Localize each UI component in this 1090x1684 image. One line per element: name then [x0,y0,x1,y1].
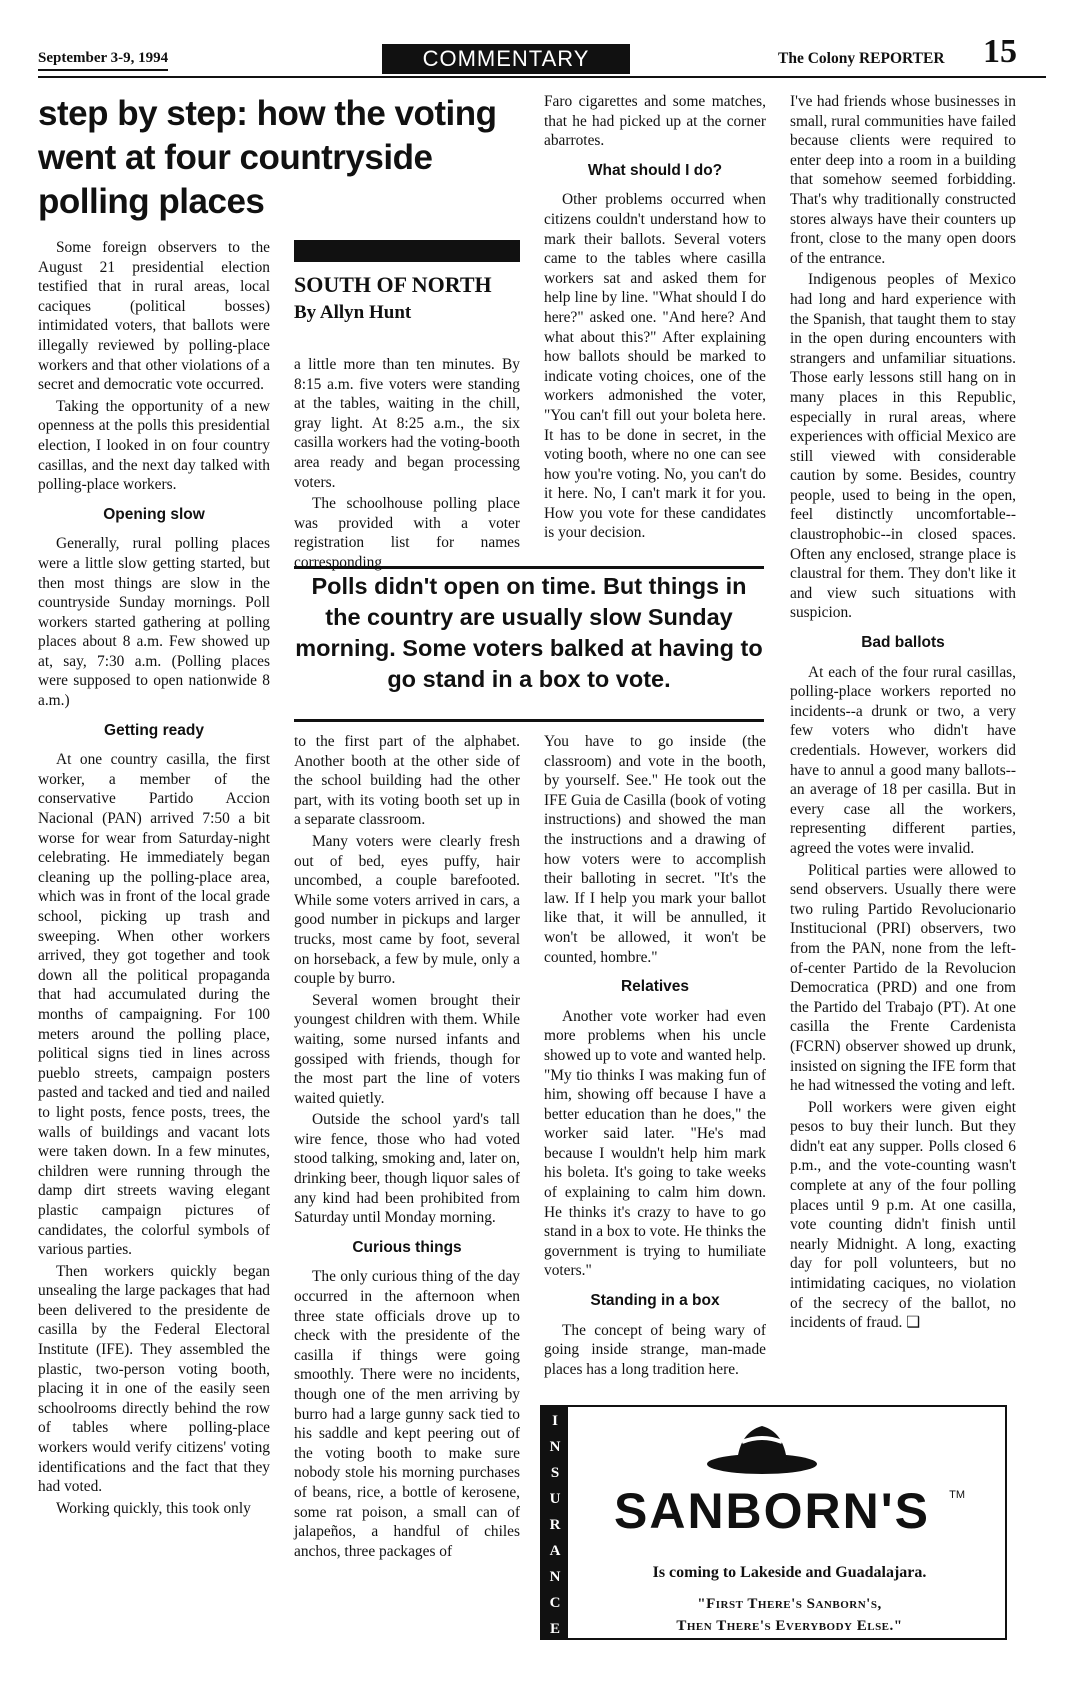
column-4 [790,92,1016,1335]
page-number: 15 [983,33,1017,70]
column-3-top [544,92,766,545]
paragraph: Some foreign observers to the August 21 presidential election testified that in rural areas, local caciques (political bosses) intimidated voters, that ballots were illegally reviewed by polling-place workers and that other violations of a secret and democratic vote occurred. [38,239,270,394]
paragraph: Generally, rural polling places were a little slow getting started, but then most things are slow in the countryside Sunday mornings. Poll workers started gathering at polling places about 8 a.m. Few showed up at, say, 7:30 a.m. (Polling places were supposed to open nationwide 8 a.m.) [38,535,270,710]
paragraph: to the first part of the alphabet. Another booth at the other side of the school building had the other part, with its voting booth set up in a separate classroom. [294,733,520,829]
column-2-bottom [294,732,520,1563]
trademark: TM [949,1489,965,1501]
sanborns-logo: SANBORN'S [613,1483,931,1539]
paragraph: a little more than ten minutes. By 8:15 a.m. five voters were standing at the tables, waiting in the chill, gray light. At 8:25 a.m., the six casilla workers had the voting-booth area ready and began processing voters. [294,356,520,491]
paragraph: The schoolhouse polling place was provided with a voter registration list for names corresponding [294,495,520,571]
headline: step by step: how the voting went at four countryside polling places [38,94,497,221]
insurance-strip [542,1407,568,1638]
byline-box [294,240,520,328]
column-3-bottom [544,732,766,1381]
paragraph: At each of the four rural casillas, polling-place workers reported no incidents--a drunk or two, a very few voters who didn't have credentials. However, workers did have to annul a good many ballots--an average of 18 per casilla. But in every case all the workers, representing different parties, agreed the votes were invalid. [790,663,1016,857]
strip-letter: I [552,1413,558,1429]
strip-letter: R [549,1517,561,1533]
column-name: SOUTH OF NORTH [294,272,492,297]
subhead-relatives: Relatives [620,978,690,996]
paragraph: The concept of being wary of going inside strange, man-made places has a long tradition here. [544,1321,766,1378]
paragraph: The only curious thing of the day occurred in the afternoon when three state officials drove up to check with the presidente of the casilla if things were going smoothly. There were no incidents, though one of the men arriving by burro had a large gunny sack tied to his saddle and kept peering out of the voting booth to make sure nobody stole his morning purchases of beans, rice, a bottle of kerosene, some rat poison, a small can of jalapeños, a handful of chiles anchos, three packages of [294,1268,520,1560]
subhead-opening-slow: Opening slow [103,505,205,523]
subhead-getting-ready: Getting ready [104,721,204,739]
strip-letter: E [549,1621,560,1637]
issue-date: September 3-9, 1994 [38,50,168,71]
byline-bar [294,240,520,262]
ad-announcement: Is coming to Lakeside and Guadalajara. [652,1564,927,1581]
strip-letter: N [549,1439,561,1455]
end-mark-icon: ❑ [906,1314,921,1332]
subhead-standing-in-a-box: Standing in a box [590,1292,720,1310]
section-banner: COMMENTARY [382,44,630,74]
paragraph: Many voters were clearly fresh out of bed, eyes puffy, hair uncombed, a couple barefooted. While some voters arrived in cars, a good number in pickups and larger trucks, most came by foot, several on horseback, a few by mule, only a couple by burro. [294,832,520,988]
paragraph: You have to go inside (the classroom) and vote in the booth, by yourself. See." He took out the IFE Guia de Casilla (book of voting instructions) and showed the man the instructions and a drawing of how voters were to accomplish their balloting in secret. "It's the law. If I help you mark your ballot like that, it will be annulled, it won't be allowed, it won't be counted, hombre." [544,733,766,966]
paragraph: Working quickly, this took only [56,1499,251,1517]
paragraph: Other problems occurred when citizens couldn't understand how to mark their ballots. Several voters came to the tables where casilla workers sat and asked them for help line by line. "What should I do here?" asked one. "And here? And what about this?" After explaining how ballots should be marked to indicate voting choices, one of the workers admonished the voter, "You can't fill out your boleta here. It has to be done in secret, in the voting booth, where no one can see how you're voting. No, you can't do it here. No, I can't mark it for you. How you vote for these candidates is your decision. [544,191,766,542]
paragraph: Another vote worker had even more problems when his uncle showed up to vote and wanted help. "My tio thinks I was making fun of him, showing off because I have a better education than he does," the worker said later. "He's mad because I wouldn't help him mark his boleta. It's going to take weeks of explaining to calm him down. He thinks it's crazy to have to go stand in a box to vote. He thinks the government is trying to humiliate voters." [544,1007,766,1280]
sombrero-icon [702,1412,822,1487]
column-1 [38,238,270,1520]
newspaper-name: The Colony REPORTER [778,50,945,67]
paragraph: Faro cigarettes and some matches, that he had picked up at the corner abarrotes. [544,93,766,150]
header-rule [38,76,1046,78]
slogan-line: "First There's Sanborn's, [697,1596,882,1612]
ad-slogan [572,1593,1007,1637]
paragraph: I've had friends whose businesses in small, rural communities have failed because clients were required to enter deep into a room in a building that somehow seemed forbidding. That's why traditionally constructed stores always have their counters up front, close to the many open doors of the entrance. [790,93,1016,267]
paragraph: Then workers quickly began unsealing the large packages that had been delivered to the presidente de casilla by the Federal Electoral Institute (IFE). They assembled the plastic, two-person voting booth, placing it in one of the easily seen schoolrooms directly behind the row of tables where polling-place workers would verify citizens' voting identifications and the fact that they had voted. [38,1262,270,1496]
column-2-top [294,355,520,575]
paragraph: At one country casilla, the first worker, a member of the conservative Partido Accion Nacional (PAN) arrived 7:50 a bit worse for wear from Saturday-night celebrating. He immediately began cleaning up the polling-place area, which was in front of the local grade school, picking up trash and sweeping. When other workers arrived, they got together and took down all the political propaganda that had accumulated during the months of campaigning. For 100 meters around the polling place, political signs tied in lines across pueblo streets, campaign posters pasted and tacked and tied and nailed to light posts, fence posts, trees, the walls of buildings and vacant lots were taken down. In a few minutes, children were running through the damp dirt streets waving elegant plastic campaign pictures of candidates, the colorful symbols of various parties. [38,751,270,1259]
paragraph: Indigenous peoples of Mexico had long and hard experience with the Spanish, that taught them to stay in the open during encounters with strangers and unfamiliar situations. Those early lessons still hang on in many places in this Republic, especially in rural areas, where experiences with official Mexico are still viewed with considerable caution by some. Besides, country people, used to being in the open, feel distinctly uncomfortable--claustrophobic--in closed spaces. Often any enclosed, strange place is claustral for them. They don't like it and view such situations with suspicion. [790,271,1016,622]
strip-letter: U [549,1491,561,1507]
subhead-what-should-i-do: What should I do? [587,161,723,179]
paragraph-text: Poll workers were given eight pesos to buy their lunch. But they didn't eat any supper. Polls closed 6 p.m., and the vote-counting wasn't complete at any of the four polling places until 9 p.m. At one casilla, vote counting didn't finish until nearly Midnight. A long, exacting day for poll volunteers, but no intimidating caciques, no violation of the secrecy of the ballot, no incidents of fraud. [790,1098,1016,1332]
paragraph [790,1098,1016,1333]
subhead-curious-things: Curious things [352,1238,462,1256]
strip-letter: N [549,1569,561,1585]
paragraph: Taking the opportunity of a new openness at the polls this presidential election, I looked in on four country casillas, and the next day talked with polling-place workers. [38,397,270,494]
slogan-line: Then There's Everybody Else." [676,1618,903,1634]
strip-letter: S [550,1465,560,1481]
author-name: By Allyn Hunt [294,302,412,323]
paragraph: Outside the school yard's tall wire fence, those who had voted stood talking, smoking and, later on, drinking beer, though liquor sales of any kind had been prohibited from Saturday until Monday morning. [294,1111,520,1227]
pull-quote: Polls didn't open on time. But things in the country are usually slow Sunday morning. Some voters balked at having to go stand in a box to vote. [294,566,764,722]
strip-letter: C [549,1595,561,1611]
sanborns-ad [540,1405,1007,1640]
strip-letter: A [549,1543,561,1559]
subhead-bad-ballots: Bad ballots [861,634,945,652]
paragraph: Political parties were allowed to send observers. Usually there were two ruling Partido Revolucionario Institucional (PRI) observers, two from the PAN, none from the left-of-center Partido de la Revolucion Democratica (PRD) and one from the Partido del Trabajo (PT). At one casilla the Frente Cardenista (FCRN) observer showed up drunk, insisted on signing the IFE form that he had witnessed the voting and left. [790,861,1016,1095]
paragraph: Several women brought their youngest children with them. While waiting, some nursed infants and gossiped with friends, though for the most part the line of voters waited quietly. [294,991,520,1107]
